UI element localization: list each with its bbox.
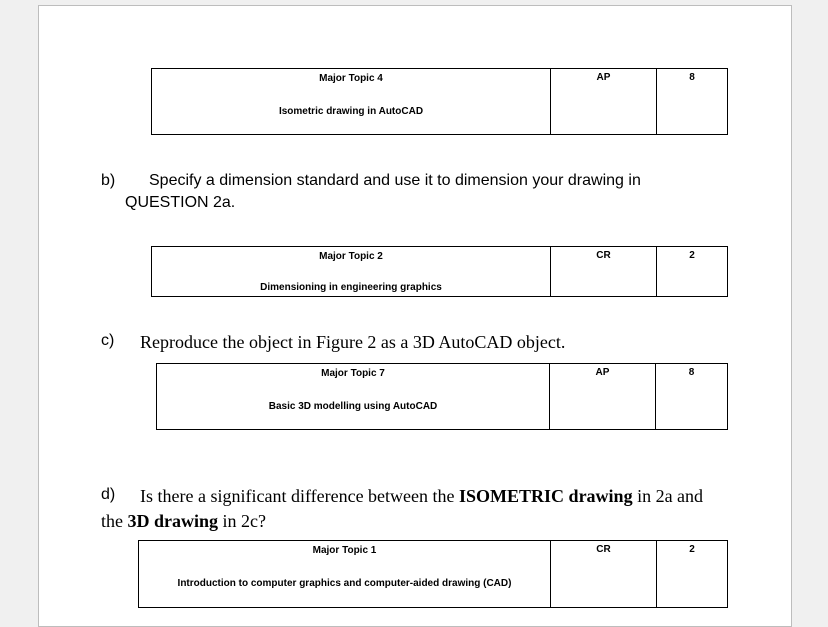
topic-description: Isometric drawing in AutoCAD: [278, 106, 424, 117]
topic-table-7: [156, 363, 728, 430]
question-d-text-part2: in 2a and: [632, 486, 704, 506]
question-b-line1: Specify a dimension standard and use it to dimension your drawing in: [149, 172, 641, 189]
topic-title: Major Topic 2: [319, 251, 383, 262]
marks: 2: [657, 541, 728, 608]
topic-title: Major Topic 4: [319, 73, 383, 84]
topic-title: Major Topic 1: [312, 545, 377, 556]
outcome-code: CR: [551, 247, 657, 297]
marks: 8: [656, 364, 728, 430]
question-d-text-part4: in 2c?: [218, 511, 266, 531]
question-d-label: d): [101, 486, 116, 503]
question-d: [101, 486, 741, 534]
outcome-code: AP: [550, 364, 656, 430]
topic-title: Major Topic 7: [321, 368, 385, 379]
question-d-bold-3d: 3D drawing: [127, 511, 219, 531]
topic-cell: [139, 541, 551, 608]
outcome-code: CR: [551, 541, 657, 608]
outcome-code: AP: [551, 69, 657, 135]
question-b: [101, 172, 721, 216]
question-c-text: Reproduce the object in Figure 2 as a 3D AutoCAD object.: [140, 332, 566, 352]
topic-table-1: [138, 540, 728, 608]
question-d-line1: [140, 486, 703, 507]
question-b-label: b): [101, 172, 116, 189]
topic-cell: [152, 69, 551, 135]
topic-description: Dimensioning in engineering graphics: [260, 282, 442, 293]
topic-table-2: [151, 246, 728, 297]
question-d-text-part3: the: [101, 511, 128, 531]
topic-description: Basic 3D modelling using AutoCAD: [268, 401, 438, 412]
question-c: [101, 332, 721, 354]
marks: 2: [657, 247, 728, 297]
question-d-bold-isometric: ISOMETRIC drawing: [459, 486, 633, 506]
marks: 8: [657, 69, 728, 135]
question-d-line2: [101, 511, 266, 532]
question-c-label: c): [101, 332, 115, 349]
question-d-text-part1: Is there a significant difference between the: [140, 486, 460, 506]
topic-cell: [157, 364, 550, 430]
question-b-line2: QUESTION 2a.: [125, 194, 236, 211]
topic-description: Introduction to computer graphics and computer-aided drawing (CAD): [177, 578, 512, 589]
topic-table-4: [151, 68, 728, 135]
topic-cell: [152, 247, 551, 297]
